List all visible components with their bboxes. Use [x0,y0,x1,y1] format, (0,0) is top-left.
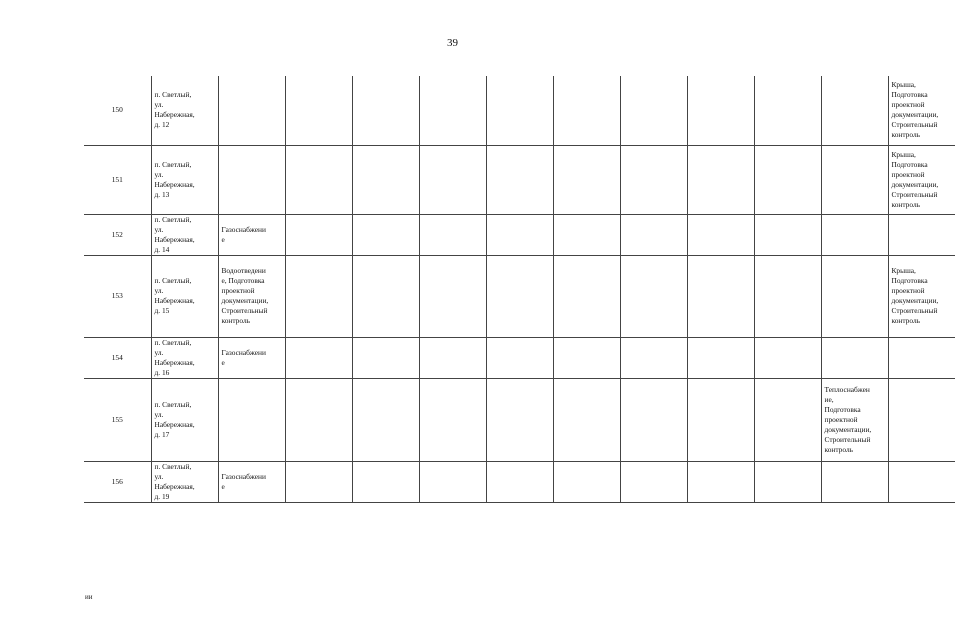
work-cell [553,76,620,145]
work-cell [687,461,754,502]
work-cell [553,461,620,502]
work-cell [687,378,754,461]
row-number-cell: 156 [84,461,151,502]
work-cell [687,255,754,337]
work-cell [486,214,553,255]
work-cell: Водоотведени е, Подготовка проектной документации, Строительный контроль [218,255,285,337]
address-cell: п. Светлый, ул. Набережная, д. 12 [151,76,218,145]
work-cell [687,337,754,378]
work-cell: Газоснабжени е [218,214,285,255]
page-number: 39 [447,37,458,49]
work-cell [486,145,553,214]
address-cell: п. Светлый, ул. Набережная, д. 16 [151,337,218,378]
work-cell [754,145,821,214]
work-cell [419,145,486,214]
work-cell [620,214,687,255]
work-cell [888,337,955,378]
work-cell [687,214,754,255]
work-cell [352,461,419,502]
work-cell [419,255,486,337]
work-cell [821,461,888,502]
work-cell [486,461,553,502]
work-cell [486,255,553,337]
work-cell [553,214,620,255]
work-cell [687,76,754,145]
table-row [84,378,955,461]
work-cell [419,378,486,461]
work-cell [620,337,687,378]
work-cell [352,214,419,255]
work-cell: Газоснабжени е [218,461,285,502]
work-cell [352,337,419,378]
work-cell [888,378,955,461]
work-cell: Крыша, Подготовка проектной документации, Строительный контроль [888,255,955,337]
work-cell [419,337,486,378]
work-cell [352,378,419,461]
work-cell: Крыша, Подготовка проектной документации, Строительный контроль [888,76,955,145]
work-cell [754,76,821,145]
work-cell [352,76,419,145]
work-cell [486,378,553,461]
work-cell [553,255,620,337]
address-cell: п. Светлый, ул. Набережная, д. 19 [151,461,218,502]
work-cell [687,145,754,214]
work-cell [285,255,352,337]
table-row [84,214,955,255]
work-cell [553,145,620,214]
row-number-cell: 154 [84,337,151,378]
address-cell: п. Светлый, ул. Набережная, д. 17 [151,378,218,461]
row-number-cell: 152 [84,214,151,255]
table-row [84,461,955,502]
footer-mark: ии [85,593,93,601]
work-cell [285,461,352,502]
work-cell [620,461,687,502]
works-table [84,76,955,503]
work-cell [620,145,687,214]
work-cell [218,378,285,461]
row-number-cell: 155 [84,378,151,461]
work-cell [352,255,419,337]
work-cell [821,76,888,145]
work-cell [285,337,352,378]
work-cell [218,145,285,214]
work-cell [620,378,687,461]
work-cell [620,76,687,145]
address-cell: п. Светлый, ул. Набережная, д. 13 [151,145,218,214]
work-cell [754,378,821,461]
work-cell [821,214,888,255]
work-cell [888,214,955,255]
work-cell [754,214,821,255]
work-cell [553,337,620,378]
address-cell: п. Светлый, ул. Набережная, д. 14 [151,214,218,255]
work-cell [754,461,821,502]
work-cell [419,214,486,255]
table-row [84,145,955,214]
work-cell [352,145,419,214]
table-row [84,255,955,337]
work-cell [754,255,821,337]
table-row [84,76,955,145]
work-cell [285,214,352,255]
work-cell [486,76,553,145]
work-cell [486,337,553,378]
work-cell [218,76,285,145]
work-cell: Газоснабжени е [218,337,285,378]
work-cell: Крыша, Подготовка проектной документации, Строительный контроль [888,145,955,214]
work-cell [821,145,888,214]
table-row [84,337,955,378]
row-number-cell: 150 [111,105,123,115]
work-cell [285,76,352,145]
work-cell [821,255,888,337]
work-cell [285,145,352,214]
work-cell [419,461,486,502]
work-cell [888,461,955,502]
work-cell [419,76,486,145]
work-cell [285,378,352,461]
work-cell [821,337,888,378]
work-cell [754,337,821,378]
work-cell [620,255,687,337]
row-number-cell: 151 [84,145,151,214]
row-number-cell: 153 [84,255,151,337]
address-cell: п. Светлый, ул. Набережная, д. 15 [151,255,218,337]
work-cell [553,378,620,461]
work-cell: Теплоснабжен ие, Подготовка проектной документации, Строительный контроль [821,378,888,461]
